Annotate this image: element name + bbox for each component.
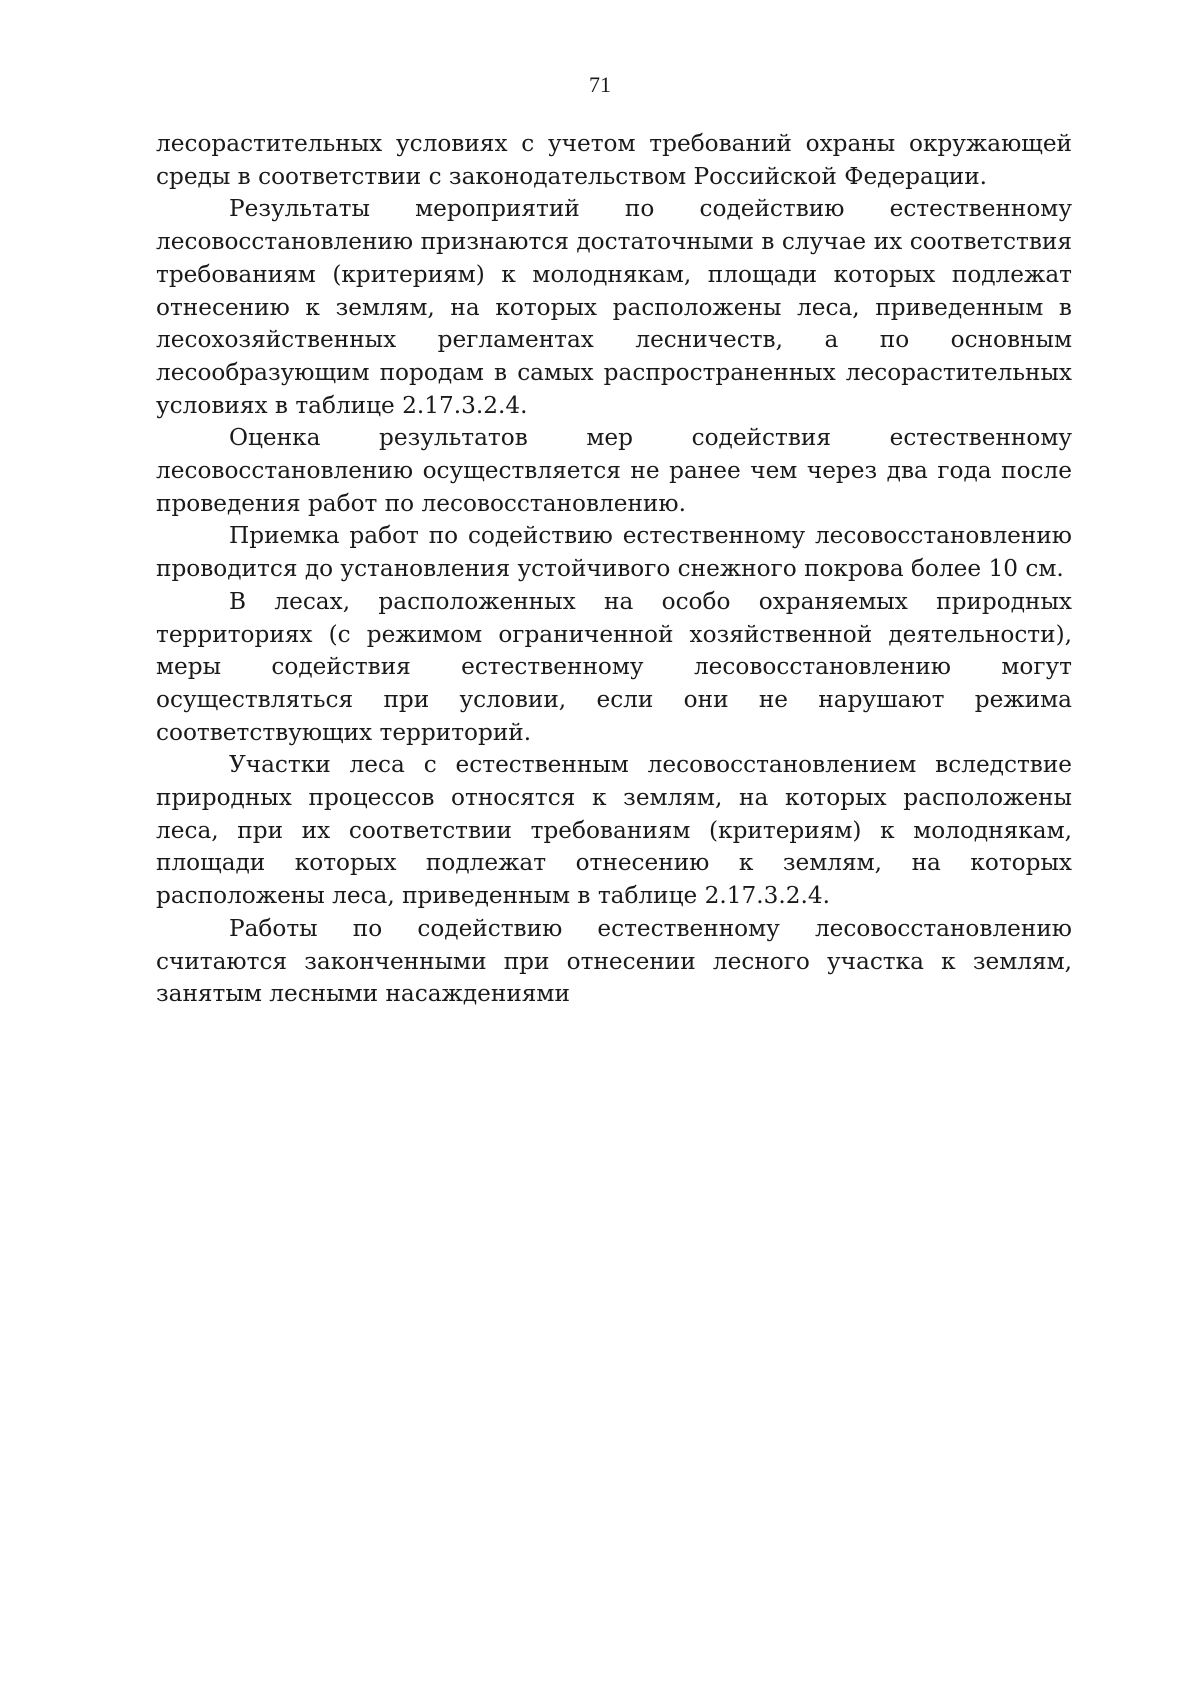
paragraph-protected-territories: В лесах, расположенных на особо охраняемых природных территориях (с режимом ограниченной хозяйственной деятельности), меры содействия естественному лесовосстановлению могут осуществляться при условии, если они не нарушают режима соответствующих территорий. — [156, 587, 1072, 746]
page-number: 71 — [589, 72, 611, 97]
paragraph-continuation: лесорастительных условиях с учетом требований охраны окружающей среды в соответствии с законодательством Российской Федерации. — [156, 130, 1072, 190]
paragraph-acceptance-of-works: Приемка работ по содействию естественному лесовосстановлению проводится до установления устойчивого снежного покрова более 10 см. — [156, 522, 1072, 583]
paragraph-works-completion: Работы по содействию естественному лесовосстановлению считаются законченными при отнесении лесного участка к землям, занятым лесными насаждениями — [156, 914, 1072, 1008]
document-body — [156, 128, 1072, 1011]
paragraph-results-sufficiency: Результаты мероприятий по содействию естественному лесовосстановлению признаются достаточными в случае их соответствия требованиям (критериям) к молоднякам, площади которых подлежат отнесению к землям, на которых расположены леса, приведенным в лесохозяйственных регламентах лесничеств, а по основным лесообразующим породам в самых распространенных лесорастительных условиях в таблице 2.17.3.2.4. — [156, 195, 1072, 419]
paragraph-natural-regeneration-plots: Участки леса с естественным лесовосстановлением вследствие природных процессов относятся к землям, на которых расположены леса, при их соответствии требованиям (критериям) к молоднякам, площади которых подлежат отнесению к землям, на которых расположены леса, приведенным в таблице 2.17.3.2.4. — [156, 751, 1072, 910]
paragraph-assessment-timing: Оценка результатов мер содействия естественному лесовосстановлению осуществляется не ранее чем через два года после проведения работ по лесовосстановлению. — [156, 424, 1072, 517]
